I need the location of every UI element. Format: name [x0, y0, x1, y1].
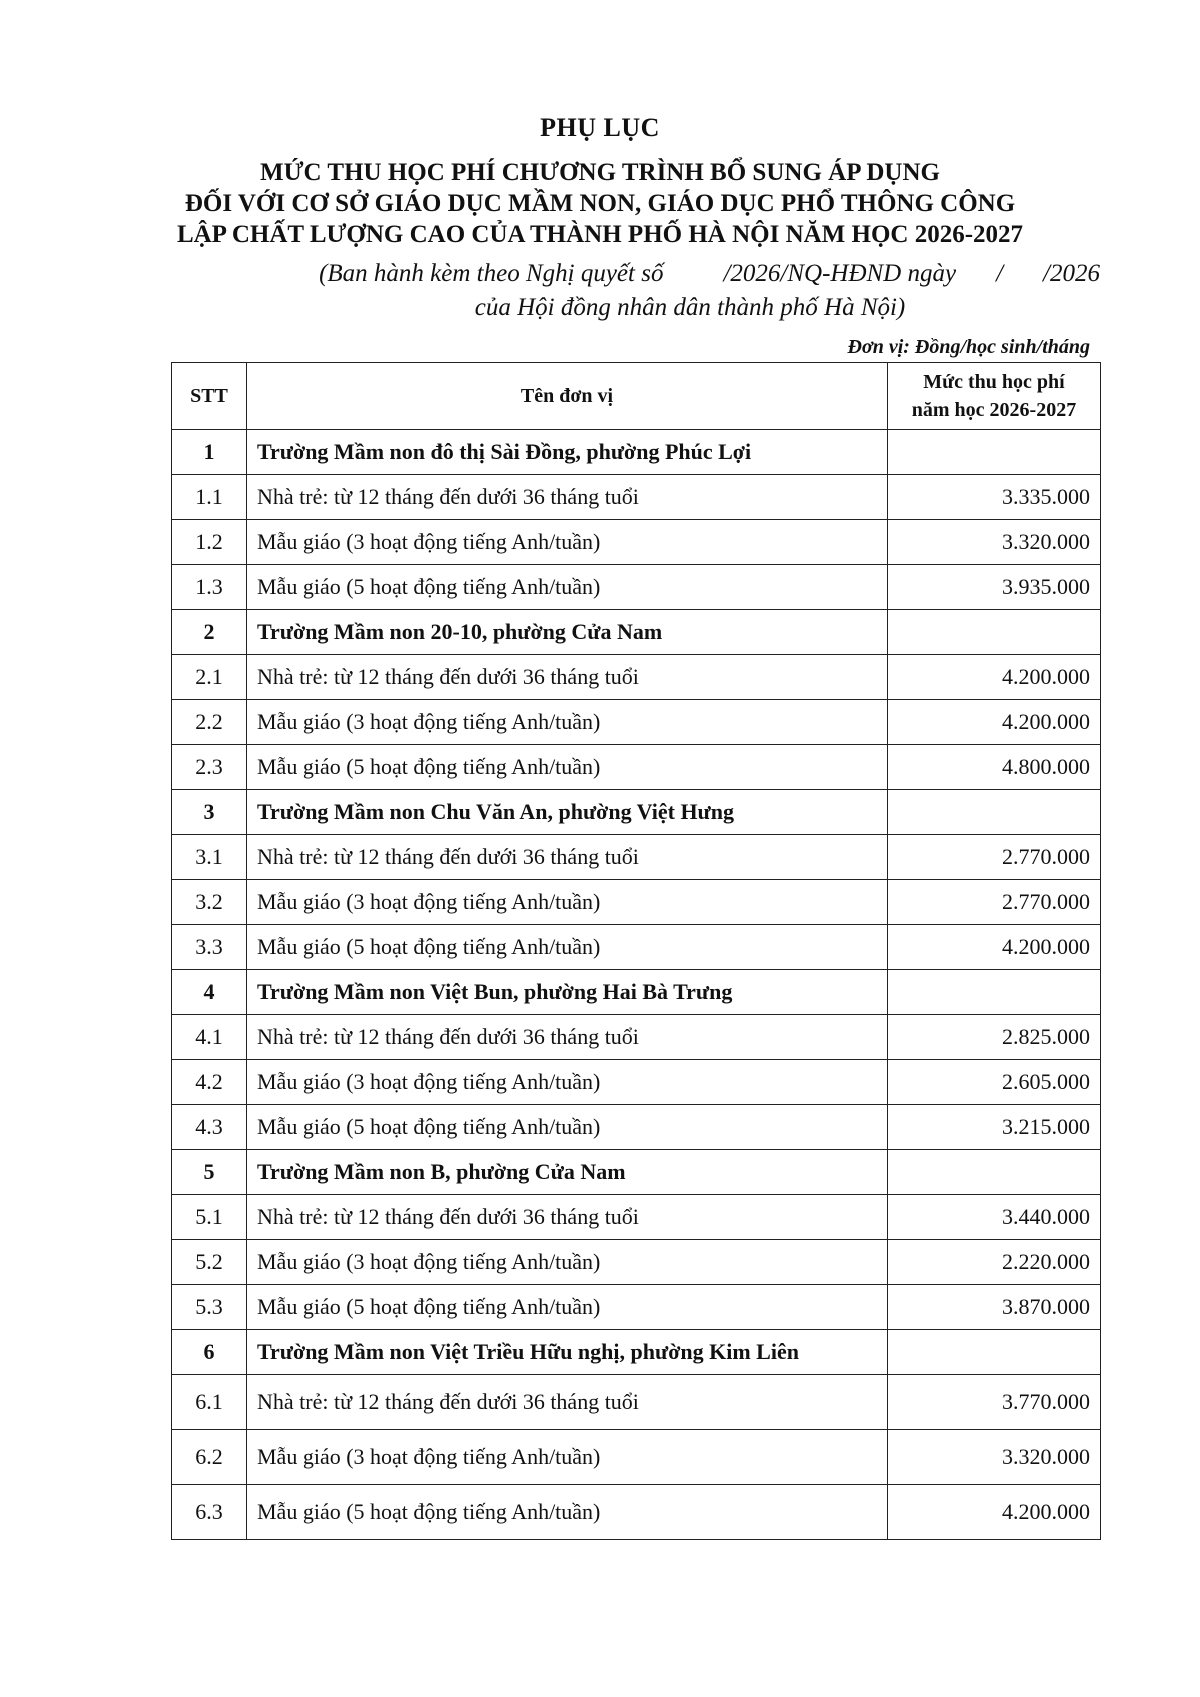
annex-title: PHỤ LỤC	[540, 113, 660, 142]
table-group-row	[172, 430, 1101, 475]
group-stt-cell: 5	[172, 1150, 247, 1195]
subtitle-part: /2026/NQ-HĐND ngày	[723, 260, 957, 287]
row-stt-cell: 5.3	[172, 1285, 247, 1330]
row-name-cell: Nhà trẻ: từ 12 tháng đến dưới 36 tháng tuổi	[247, 1375, 888, 1430]
group-fee-cell	[888, 610, 1101, 655]
row-fee-cell: 3.215.000	[888, 1105, 1101, 1150]
table-row	[172, 880, 1101, 925]
row-name-cell: Mẫu giáo (5 hoạt động tiếng Anh/tuần)	[247, 1105, 888, 1150]
header-fee	[888, 363, 1101, 430]
table-group-row	[172, 1150, 1101, 1195]
group-name-cell: Trường Mầm non Chu Văn An, phường Việt Hưng	[247, 790, 888, 835]
row-name-cell: Mẫu giáo (3 hoạt động tiếng Anh/tuần)	[247, 880, 888, 925]
table-body	[172, 430, 1101, 1540]
group-stt-cell: 2	[172, 610, 247, 655]
header-fee-line: Mức thu học phí	[923, 371, 1065, 393]
row-stt-cell: 2.3	[172, 745, 247, 790]
document-subtitle	[160, 257, 1100, 325]
row-name-cell: Mẫu giáo (5 hoạt động tiếng Anh/tuần)	[247, 565, 888, 610]
table-group-row	[172, 610, 1101, 655]
unit-note: Đơn vị: Đồng/học sinh/tháng	[847, 336, 1090, 358]
table-group-row	[172, 970, 1101, 1015]
row-fee-cell: 3.770.000	[888, 1375, 1101, 1430]
subtitle-part: (Ban hành kèm theo Nghị quyết số	[319, 260, 664, 287]
row-fee-cell: 3.870.000	[888, 1285, 1101, 1330]
table-row	[172, 1285, 1101, 1330]
table-row	[172, 1240, 1101, 1285]
table-row	[172, 1195, 1101, 1240]
row-fee-cell: 4.200.000	[888, 700, 1101, 745]
row-name-cell: Mẫu giáo (3 hoạt động tiếng Anh/tuần)	[247, 700, 888, 745]
row-stt-cell: 1.1	[172, 475, 247, 520]
subtitle-line: của Hội đồng nhân dân thành phố Hà Nội)	[474, 294, 906, 321]
row-fee-cell: 2.220.000	[888, 1240, 1101, 1285]
row-stt-cell: 3.3	[172, 925, 247, 970]
title-line: ĐỐI VỚI CƠ SỞ GIÁO DỤC MẦM NON, GIÁO DỤC PHỔ THÔNG CÔNG	[184, 190, 1016, 217]
table-header-row	[172, 363, 1101, 430]
table-row	[172, 1375, 1101, 1430]
subtitle-part: /2026	[1043, 260, 1100, 287]
row-fee-cell: 2.770.000	[888, 835, 1101, 880]
group-fee-cell	[888, 1330, 1101, 1375]
group-fee-cell	[888, 970, 1101, 1015]
group-name-cell: Trường Mầm non 20-10, phường Cửa Nam	[247, 610, 888, 655]
row-name-cell: Mẫu giáo (5 hoạt động tiếng Anh/tuần)	[247, 925, 888, 970]
row-stt-cell: 2.1	[172, 655, 247, 700]
table-group-row	[172, 790, 1101, 835]
table-row	[172, 1105, 1101, 1150]
row-stt-cell: 1.2	[172, 520, 247, 565]
table-row	[172, 475, 1101, 520]
table-row	[172, 1015, 1101, 1060]
row-stt-cell: 2.2	[172, 700, 247, 745]
row-stt-cell: 3.2	[172, 880, 247, 925]
row-fee-cell: 4.200.000	[888, 925, 1101, 970]
group-name-cell: Trường Mầm non đô thị Sài Đồng, phường Phúc Lợi	[247, 430, 888, 475]
row-name-cell: Mẫu giáo (5 hoạt động tiếng Anh/tuần)	[247, 1285, 888, 1330]
row-fee-cell: 2.770.000	[888, 880, 1101, 925]
table-row	[172, 925, 1101, 970]
row-stt-cell: 5.2	[172, 1240, 247, 1285]
table-row	[172, 655, 1101, 700]
row-stt-cell: 4.2	[172, 1060, 247, 1105]
row-name-cell: Nhà trẻ: từ 12 tháng đến dưới 36 tháng tuổi	[247, 655, 888, 700]
title-line: LẬP CHẤT LƯỢNG CAO CỦA THÀNH PHỐ HÀ NỘI NĂM HỌC 2026-2027	[176, 221, 1024, 248]
table-group-row	[172, 1330, 1101, 1375]
row-name-cell: Nhà trẻ: từ 12 tháng đến dưới 36 tháng tuổi	[247, 1015, 888, 1060]
row-fee-cell: 4.200.000	[888, 655, 1101, 700]
row-name-cell: Mẫu giáo (3 hoạt động tiếng Anh/tuần)	[247, 1430, 888, 1485]
row-fee-cell: 4.800.000	[888, 745, 1101, 790]
row-fee-cell: 2.605.000	[888, 1060, 1101, 1105]
group-fee-cell	[888, 790, 1101, 835]
row-stt-cell: 1.3	[172, 565, 247, 610]
group-name-cell: Trường Mầm non B, phường Cửa Nam	[247, 1150, 888, 1195]
row-name-cell: Nhà trẻ: từ 12 tháng đến dưới 36 tháng tuổi	[247, 475, 888, 520]
row-fee-cell: 3.320.000	[888, 520, 1101, 565]
table-row	[172, 835, 1101, 880]
document-title	[0, 157, 1200, 250]
row-fee-cell: 2.825.000	[888, 1015, 1101, 1060]
row-name-cell: Mẫu giáo (3 hoạt động tiếng Anh/tuần)	[247, 1060, 888, 1105]
row-stt-cell: 4.1	[172, 1015, 247, 1060]
row-name-cell: Mẫu giáo (3 hoạt động tiếng Anh/tuần)	[247, 1240, 888, 1285]
row-fee-cell: 3.335.000	[888, 475, 1101, 520]
group-fee-cell	[888, 1150, 1101, 1195]
header-name: Tên đơn vị	[247, 363, 888, 430]
subtitle-part: /	[996, 260, 1004, 287]
group-stt-cell: 1	[172, 430, 247, 475]
row-name-cell: Mẫu giáo (3 hoạt động tiếng Anh/tuần)	[247, 520, 888, 565]
row-fee-cell: 3.320.000	[888, 1430, 1101, 1485]
group-fee-cell	[888, 430, 1101, 475]
group-name-cell: Trường Mầm non Việt Bun, phường Hai Bà Trưng	[247, 970, 888, 1015]
title-line: MỨC THU HỌC PHÍ CHƯƠNG TRÌNH BỔ SUNG ÁP DỤNG	[260, 159, 940, 186]
group-stt-cell: 6	[172, 1330, 247, 1375]
row-stt-cell: 3.1	[172, 835, 247, 880]
row-stt-cell: 6.2	[172, 1430, 247, 1485]
group-stt-cell: 4	[172, 970, 247, 1015]
row-fee-cell: 3.440.000	[888, 1195, 1101, 1240]
fee-table	[171, 362, 1101, 1540]
table-row	[172, 1485, 1101, 1540]
row-name-cell: Nhà trẻ: từ 12 tháng đến dưới 36 tháng tuổi	[247, 835, 888, 880]
row-fee-cell: 3.935.000	[888, 565, 1101, 610]
row-fee-cell: 4.200.000	[888, 1485, 1101, 1540]
table-row	[172, 1430, 1101, 1485]
row-name-cell: Nhà trẻ: từ 12 tháng đến dưới 36 tháng tuổi	[247, 1195, 888, 1240]
row-stt-cell: 6.3	[172, 1485, 247, 1540]
group-stt-cell: 3	[172, 790, 247, 835]
header-fee-line: năm học 2026-2027	[911, 399, 1077, 421]
group-name-cell: Trường Mầm non Việt Triều Hữu nghị, phường Kim Liên	[247, 1330, 888, 1375]
row-name-cell: Mẫu giáo (5 hoạt động tiếng Anh/tuần)	[247, 745, 888, 790]
table-row	[172, 700, 1101, 745]
header-stt: STT	[172, 363, 247, 430]
row-stt-cell: 5.1	[172, 1195, 247, 1240]
table-row	[172, 745, 1101, 790]
row-name-cell: Mẫu giáo (5 hoạt động tiếng Anh/tuần)	[247, 1485, 888, 1540]
table-row	[172, 1060, 1101, 1105]
row-stt-cell: 6.1	[172, 1375, 247, 1430]
row-stt-cell: 4.3	[172, 1105, 247, 1150]
table-row	[172, 520, 1101, 565]
table-row	[172, 565, 1101, 610]
